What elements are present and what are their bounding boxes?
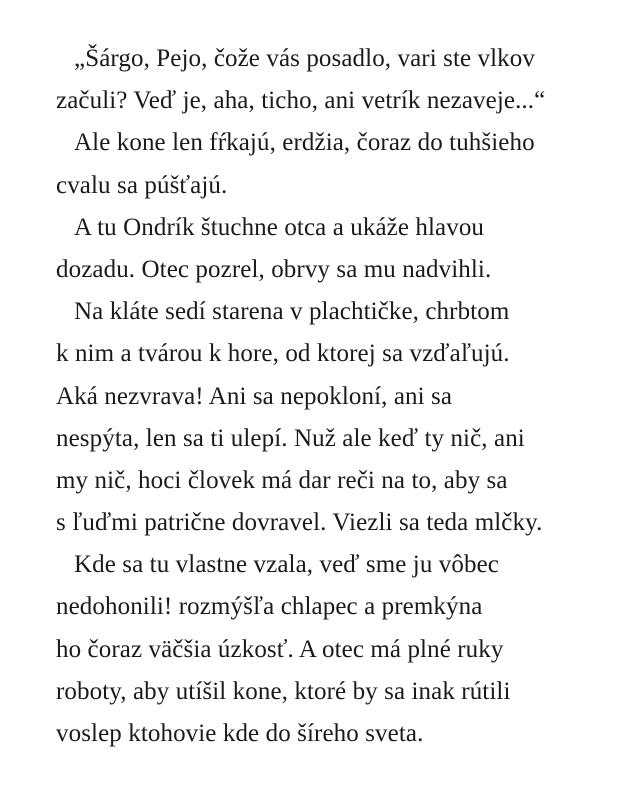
text-line: roboty, aby utíšil kone, ktoré by sa inak rútili: [56, 677, 511, 705]
text-line: ho čoraz väčšia úzkosť. A otec má plné ruky: [56, 635, 504, 663]
paragraph-1: [56, 38, 616, 122]
text-line: my nič, hoci človek má dar reči na to, aby sa: [56, 466, 508, 494]
text-line: dozadu. Otec pozrel, obrvy sa mu nadvihli.: [56, 255, 492, 283]
text-line: Kde sa tu vlastne vzala, veď sme ju vôbec: [74, 551, 499, 579]
text-line: začuli? Veď je, aha, ticho, ani vetrík nezaveje...“: [56, 87, 546, 115]
text-line: Aká nezvrava! Ani sa nepokloní, ani sa: [56, 382, 453, 410]
paragraph-5: [56, 544, 616, 755]
paragraph-4: [56, 291, 616, 544]
text-line: k nim a tvárou k hore, od ktorej sa vzďaľujú.: [56, 340, 510, 368]
text-line: Ale kone len fŕkajú, erdžia, čoraz do tuhšieho: [74, 129, 535, 157]
text-line: voslep ktohovie kde do šíreho sveta.: [56, 720, 424, 747]
story-text: [56, 38, 616, 755]
paragraph-3: [56, 207, 616, 291]
text-line: nedohonili! rozmýšľa chlapec a premkýna: [56, 593, 483, 621]
text-line: nespýta, len sa ti ulepí. Nuž ale keď ty nič, ani: [56, 424, 525, 452]
paragraph-2: [56, 122, 616, 206]
text-line: cvalu sa púšťajú.: [56, 171, 228, 199]
text-line: s ľuďmi patrične dovravel. Viezli sa teda mlčky.: [56, 509, 543, 537]
text-line: A tu Ondrík štuchne otca a ukáže hlavou: [74, 213, 485, 241]
text-line: Na kláte sedí starena v plachtičke, chrbtom: [74, 298, 510, 326]
text-line: „Šárgo, Pejo, čože vás posadlo, vari ste vlkov: [74, 45, 535, 72]
